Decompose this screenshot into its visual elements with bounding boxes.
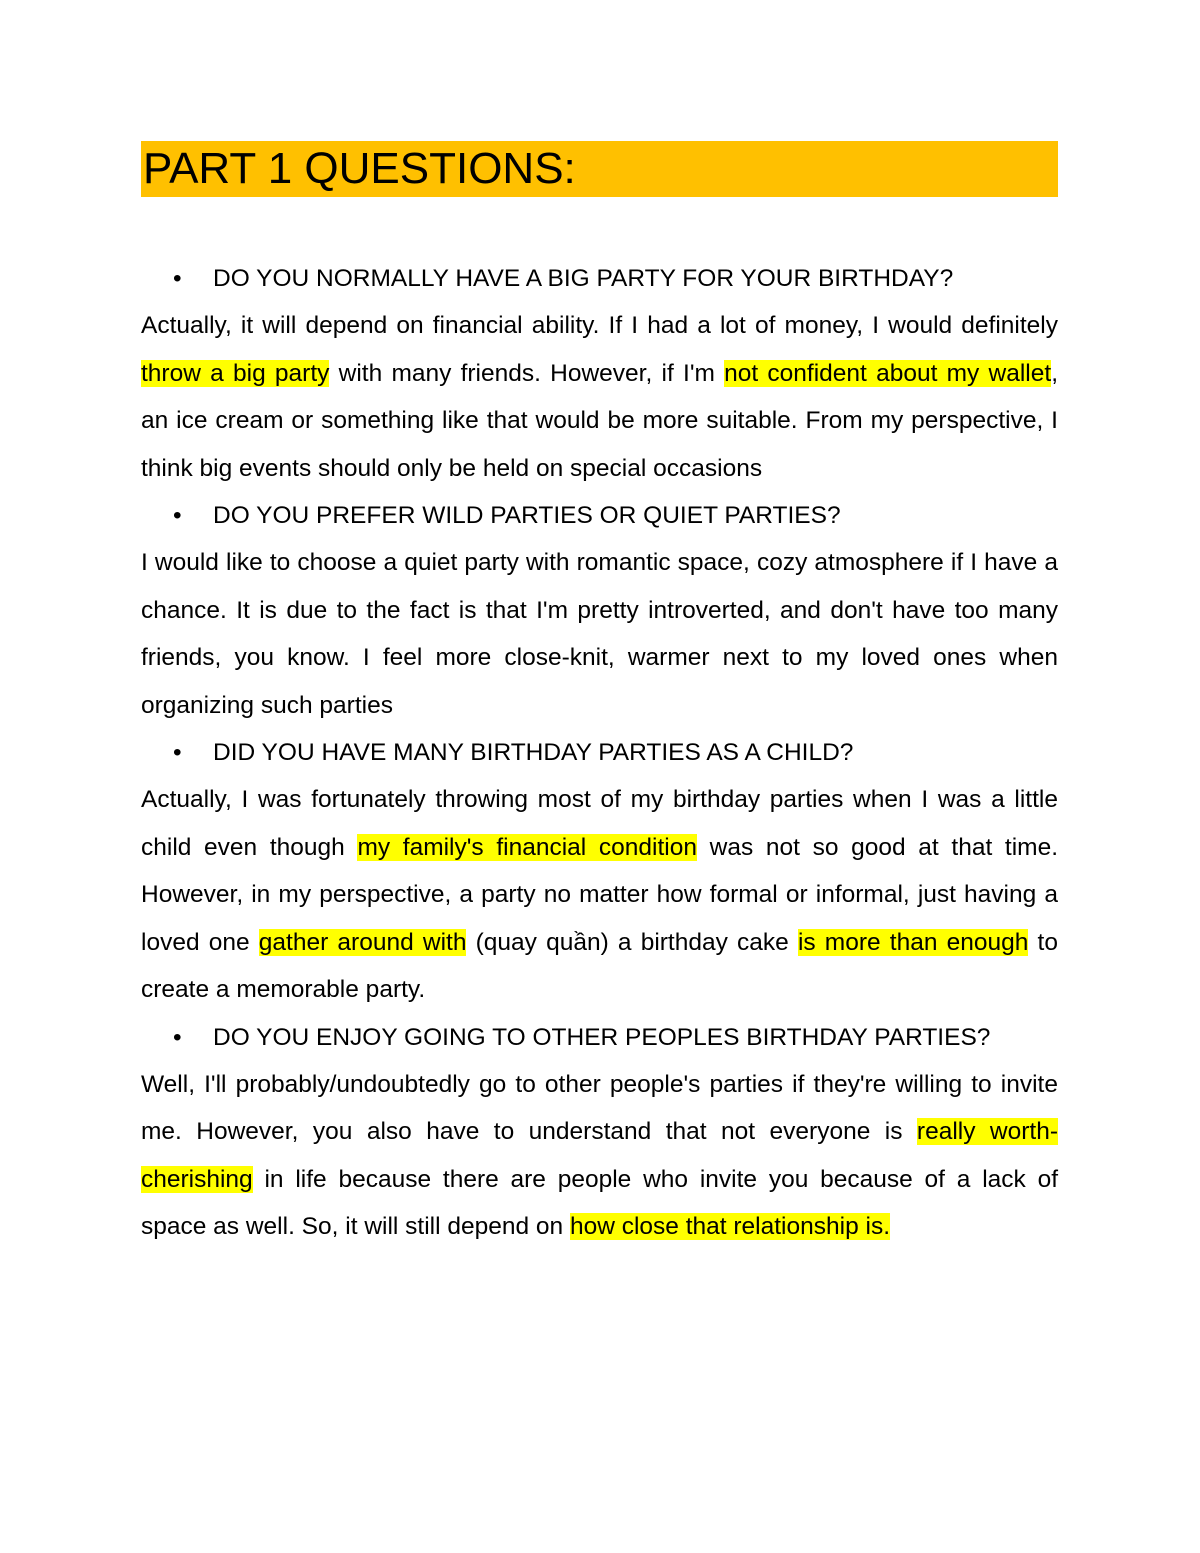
answer-text: Actually, I was fortunately throwing most of my birthday parties when I was a little child even though xyxy=(141,786,1058,861)
highlighted-phrase: is more than enough xyxy=(797,928,1029,956)
highlighted-phrase: really worth-cherishing xyxy=(141,1118,1058,1193)
answer-3 xyxy=(141,776,1058,1013)
question-2: • DO YOU PREFER WILD PARTIES OR QUIET PARTIES? xyxy=(141,492,1058,539)
answer-text: , an ice cream or something like that would be more suitable. From my perspective, I think big events should only be held on special occasions xyxy=(141,359,1058,482)
answer-2 xyxy=(141,539,1058,729)
answer-text: in life because there are people who invite you because of a lack of space as well. So, it will still depend on xyxy=(141,1165,1058,1241)
answer-text: (quay quần) a birthday cake xyxy=(466,928,798,956)
answer-4 xyxy=(141,1061,1058,1251)
highlighted-phrase: not confident about my wallet xyxy=(724,359,1052,387)
answer-text: to create a memorable party. xyxy=(141,928,1058,1004)
answer-text: Actually, it will depend on financial ability. If I had a lot of money, I would definitely xyxy=(141,312,1058,340)
highlighted-phrase: throw a big party xyxy=(141,359,330,387)
answer-text: Well, I'll probably/undoubtedly go to other people's parties if they're willing to invite me. However, you also have to understand that not everyone is xyxy=(141,1070,1058,1146)
page-title: PART 1 QUESTIONS: xyxy=(143,144,576,193)
answer-text: with many friends. However, if I'm xyxy=(329,359,725,387)
qa-content xyxy=(141,255,1058,1251)
highlighted-phrase: how close that relationship is. xyxy=(569,1213,890,1241)
question-4: • DO YOU ENJOY GOING TO OTHER PEOPLES BIRTHDAY PARTIES? xyxy=(141,1014,1058,1061)
answer-text: I would like to choose a quiet party with romantic space, cozy atmosphere if I have a chance. It is due to the fact is that I'm pretty introverted, and don't have too many friends, you know. I feel more close-knit, warmer next to my loved ones when organizing such parties xyxy=(141,549,1058,719)
question-3: • DID YOU HAVE MANY BIRTHDAY PARTIES AS A CHILD? xyxy=(141,729,1058,776)
title-banner xyxy=(141,141,1058,197)
answer-1 xyxy=(141,302,1058,492)
highlighted-phrase: gather around with xyxy=(258,928,467,956)
highlighted-phrase: my family's financial condition xyxy=(357,833,697,861)
answer-text: was not so good at that time. However, in my perspective, a party no matter how formal or informal, just having a loved one xyxy=(141,833,1059,956)
question-1: • DO YOU NORMALLY HAVE A BIG PARTY FOR YOUR BIRTHDAY? xyxy=(141,255,1058,302)
